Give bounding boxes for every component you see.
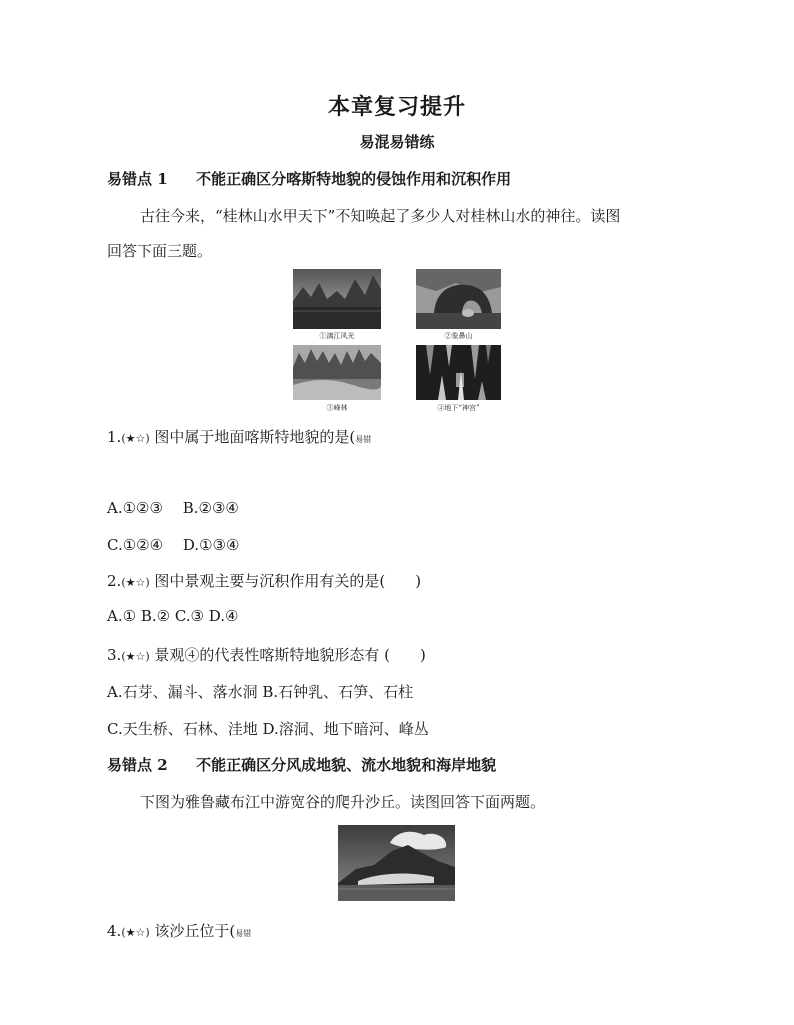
section-heading-1 [107,168,511,189]
page-title: 本章复习提升 [327,94,466,120]
question-3 [107,644,426,665]
caption-1: ①漓江风光 [319,332,355,340]
photo-elephant-trunk-hill [416,269,501,329]
section-label: 易错点 2 [107,756,168,774]
question-text: 景观④的代表性喀斯特地貌形态有 ( ) [154,646,426,664]
question-text: 该沙丘位于( [154,922,236,940]
intro-paragraph-line2: 回答下面三题。 [107,242,213,260]
difficulty-stars: (★☆) [121,926,150,939]
question-1 [107,426,371,447]
question-2 [107,570,421,591]
page-subtitle: 易混易错练 [359,133,435,151]
question-number: 4. [107,922,122,940]
question-number: 2. [107,572,122,590]
photo-underground-palace [416,345,501,400]
photo-peak-forest [293,345,381,400]
difficulty-stars: (★☆) [121,650,150,663]
section-text: 不能正确区分喀斯特地貌的侵蚀作用和沉积作用 [196,170,512,188]
caption-3: ③峰林 [326,404,348,412]
caption-4: ④地下“神宫” [437,404,480,412]
error-prone-tag: 易错 [355,435,372,444]
intro-paragraph-2: 下图为雅鲁藏布江中游宽谷的爬升沙丘。读图回答下面两题。 [140,793,546,811]
question-number: 3. [107,646,122,664]
section-text: 不能正确区分风成地貌、流水地貌和海岸地貌 [196,756,497,774]
photo-climbing-dune [338,825,455,901]
section-heading-2 [107,754,496,775]
section-label: 易错点 1 [107,170,168,188]
question-text: 图中属于地面喀斯特地貌的是( [154,428,356,446]
question-1-options-row1: A.①②③ B.②③④ [107,499,239,517]
error-prone-tag: 易错 [235,929,252,938]
difficulty-stars: (★☆) [121,432,150,445]
question-3-options-row1: A.石芽、漏斗、落水洞 B.石钟乳、石笋、石柱 [107,683,414,701]
question-3-options-row2: C.天生桥、石林、洼地 D.溶洞、地下暗河、峰丛 [107,720,429,738]
question-1-options-row2: C.①②④ D.①③④ [107,536,240,554]
difficulty-stars: (★☆) [121,576,150,589]
caption-2: ②象鼻山 [444,332,473,340]
question-number: 1. [107,428,122,446]
photo-lijiang-scenery [293,269,381,329]
question-2-options: A.① B.② C.③ D.④ [107,607,239,625]
question-4 [107,920,251,941]
question-text: 图中景观主要与沉积作用有关的是( ) [154,572,422,590]
intro-paragraph-line1: 古往今来，“桂林山水甲天下”不知唤起了多少人对桂林山水的神往。读图 [140,207,621,225]
